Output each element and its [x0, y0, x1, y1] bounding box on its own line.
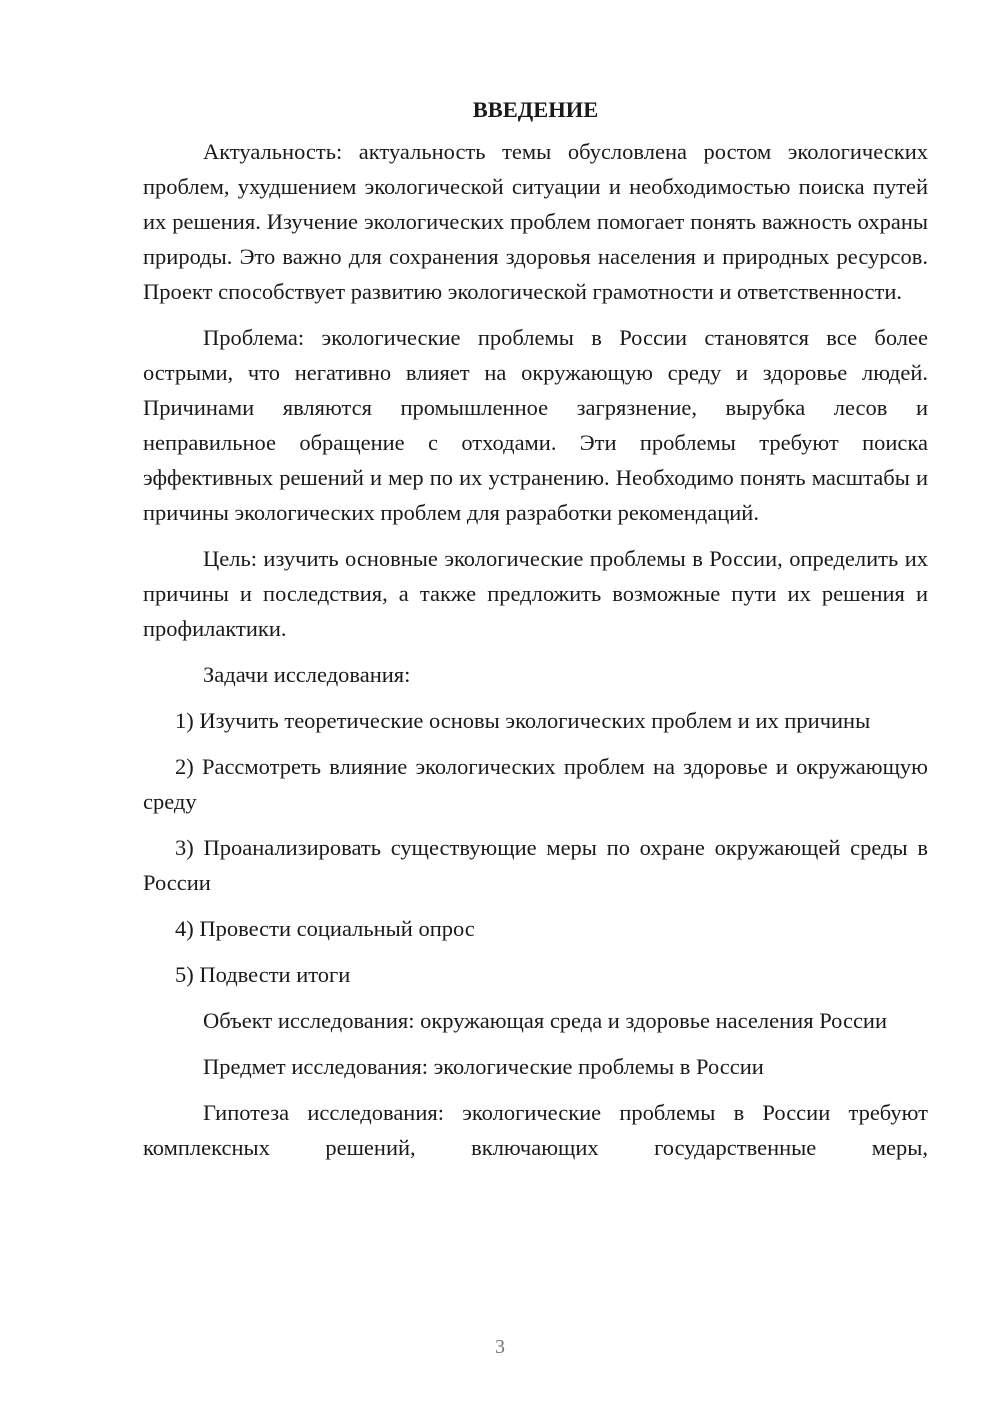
- paragraph-hypothesis: Гипотеза исследования: экологические проблемы в России требуют комплексных решений, включающих государственные меры,: [143, 1100, 928, 1160]
- task-item: 4) Провести социальный опрос: [175, 916, 475, 941]
- paragraph-goal: Цель: изучить основные экологические проблемы в России, определить их причины и последствия, а также предложить возможные пути их решения и профилактики.: [143, 546, 928, 641]
- paragraph-relevance: Актуальность: актуальность темы обусловлена ростом экологических проблем, ухудшением экологической ситуации и необходимостью поиска путей их решения. Изучение экологических проблем помогает понять важность охраны природы. Это важно для сохранения здоровья населения и природных ресурсов. Проект способствует развитию экологической грамотности и ответственности.: [143, 139, 928, 304]
- task-item: 1) Изучить теоретические основы экологических проблем и их причины: [175, 708, 871, 733]
- paragraph-object: Объект исследования: окружающая среда и здоровье населения России: [203, 1008, 888, 1033]
- tasks-title: Задачи исследования:: [203, 662, 411, 687]
- task-item: 2) Рассмотреть влияние экологических проблем на здоровье и окружающую среду: [143, 754, 928, 814]
- paragraph-subject: Предмет исследования: экологические проблемы в России: [203, 1054, 764, 1079]
- page-number: 3: [495, 1336, 505, 1358]
- section-heading: ВВЕДЕНИЕ: [472, 97, 599, 122]
- page-content: [143, 92, 928, 1176]
- task-item: 3) Проанализировать существующие меры по охране окружающей среды в России: [143, 835, 928, 895]
- task-item: 5) Подвести итоги: [175, 962, 351, 987]
- paragraph-problem: Проблема: экологические проблемы в России становятся все более острыми, что негативно влияет на окружающую среду и здоровье людей. Причинами являются промышленное загрязнение, вырубка лесов и неправильное обращение с отходами. Эти проблемы требуют поиска эффективных решений и мер по их устранению. Необходимо понять масштабы и причины экологических проблем для разработки рекомендаций.: [143, 325, 928, 525]
